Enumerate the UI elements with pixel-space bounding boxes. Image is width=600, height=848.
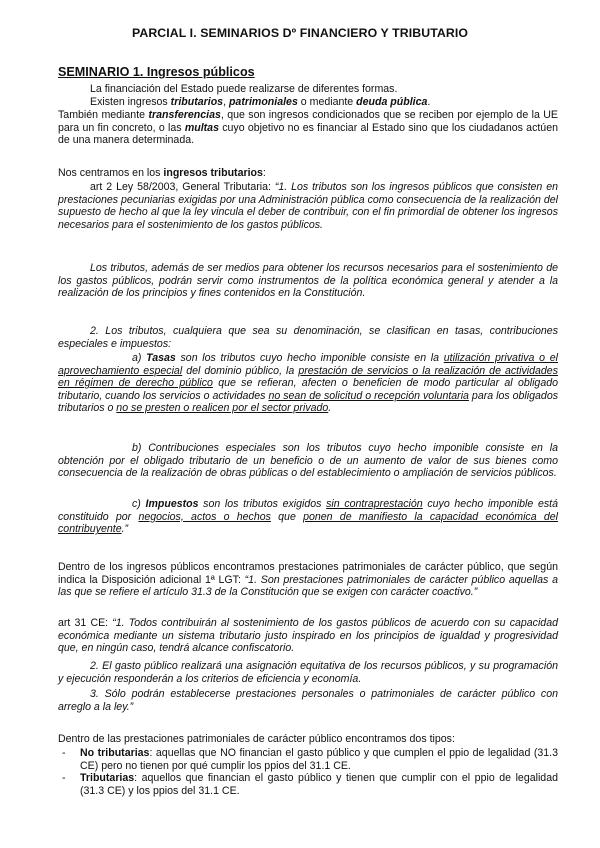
intro-line-2: Existen ingresos tributarios, patrimoniales o mediante deuda pública. bbox=[90, 96, 431, 108]
art2-paragraph: art 2 Ley 58/2003, General Tributaria: “1. Los tributos son los ingresos públicos que consisten en prestaciones pecuniarias exigidas por una Administración pública como consecuencia de la realización del supuesto de hecho al que la ley vincula el deber de contribuir, con el fin primordial de obtener los ingresos necesarios para el sostenimiento de los gastos públicos. bbox=[58, 181, 558, 231]
art31-paragraph-2: 2. El gasto público realizará una asignación equitativa de los recursos públicos, y su programación y ejecución responderán a los criterios de eficiencia y economía. bbox=[58, 660, 558, 685]
tributos-paragraph: Los tributos, además de ser medios para obtener los recursos necesarios para el sostenimiento de los gastos públicos, podrán servir como instrumentos de la política económica general y atender a la realización de los principios y fines contenidos en la Constitución. bbox=[58, 262, 558, 300]
intro-line-1: La financiación del Estado puede realizarse de diferentes formas. bbox=[90, 83, 398, 95]
contribuciones-paragraph: b) Contribuciones especiales son los tributos cuyo hecho imponible consiste en la obtención por el obligado tributario de un beneficio o de un aumento de valor de sus bienes como consecuencia de la realización de obras públicas o del establecimiento o ampliación de servicios públicos. bbox=[58, 442, 558, 480]
intro-line-3: También mediante transferencias, que son ingresos condicionados que se reciben por ejemplo de la UE para un fin concreto, o las multas cuyo objetivo no es financiar al Estado sino que los ciudadanos actúen de una manera determinada. bbox=[58, 109, 558, 147]
list-item: - Tributarias: aquellos que financian el gasto público y tienen que cumplir con el ppio de legalidad (31.3 CE) y los ppios del 31.1 CE. bbox=[62, 772, 558, 797]
tasas-paragraph: a) Tasas son los tributos cuyo hecho imponible consiste en la utilización privativa o el aprovechamiento especial del dominio público, la prestación de servicios o la realización de actividades en régimen de derecho público que se refieran, afecten o beneficien de modo particular al obligado tributario, cuando los servicios o actividades no sean de solicitud o recepción voluntaria para los obligados tributarios o no se presten o realicen por el sector privado. bbox=[58, 352, 559, 415]
disposicion-paragraph: Dentro de los ingresos públicos encontramos prestaciones patrimoniales de carácter público, que según indica la Disposición adicional 1ª LGT: “1. Son prestaciones patrimoniales de carácter público aquellas a las que se refiere el artículo 31.3 de la Constitución que se exigen con carácter coactivo.” bbox=[58, 561, 558, 599]
art31-paragraph-1: art 31 CE: “1. Todos contribuirán al sostenimiento de los gastos públicos de acuerdo con su capacidad económica mediante un sistema tributario justo inspirado en los principios de igualdad y progresividad que, en ningún caso, tendrá alcance confiscatorio. bbox=[58, 617, 558, 655]
impuestos-paragraph: c) Impuestos son los tributos exigidos sin contraprestación cuyo hecho imponible está constituido por negocios, actos o hechos que ponen de manifiesto la capacidad económica del contribuyente.” bbox=[58, 498, 558, 536]
document-title: PARCIAL I. SEMINARIOS Dº FINANCIERO Y TRIBUTARIO bbox=[131, 26, 469, 40]
list-item: - No tributarias: aquellas que NO financian el gasto público y que cumplen el ppio de legalidad (31.3 CE) pero no tienen por qué cumplir los ppios del 31.1 CE. bbox=[62, 747, 558, 772]
tipos-list bbox=[58, 747, 558, 797]
seminar-heading: SEMINARIO 1. Ingresos públicos bbox=[58, 65, 255, 79]
dos-tipos-line: Dentro de las prestaciones patrimoniales de carácter público encontramos dos tipos: bbox=[58, 733, 455, 745]
classification-paragraph: 2. Los tributos, cualquiera que sea su denominación, se clasifican en tasas, contribuciones especiales e impuestos: bbox=[58, 325, 558, 350]
art31-paragraph-3: 3. Sólo podrán establecerse prestaciones personales o patrimoniales de carácter público con arreglo a la ley.” bbox=[58, 688, 558, 713]
focus-line: Nos centramos en los ingresos tributarios: bbox=[58, 167, 266, 179]
